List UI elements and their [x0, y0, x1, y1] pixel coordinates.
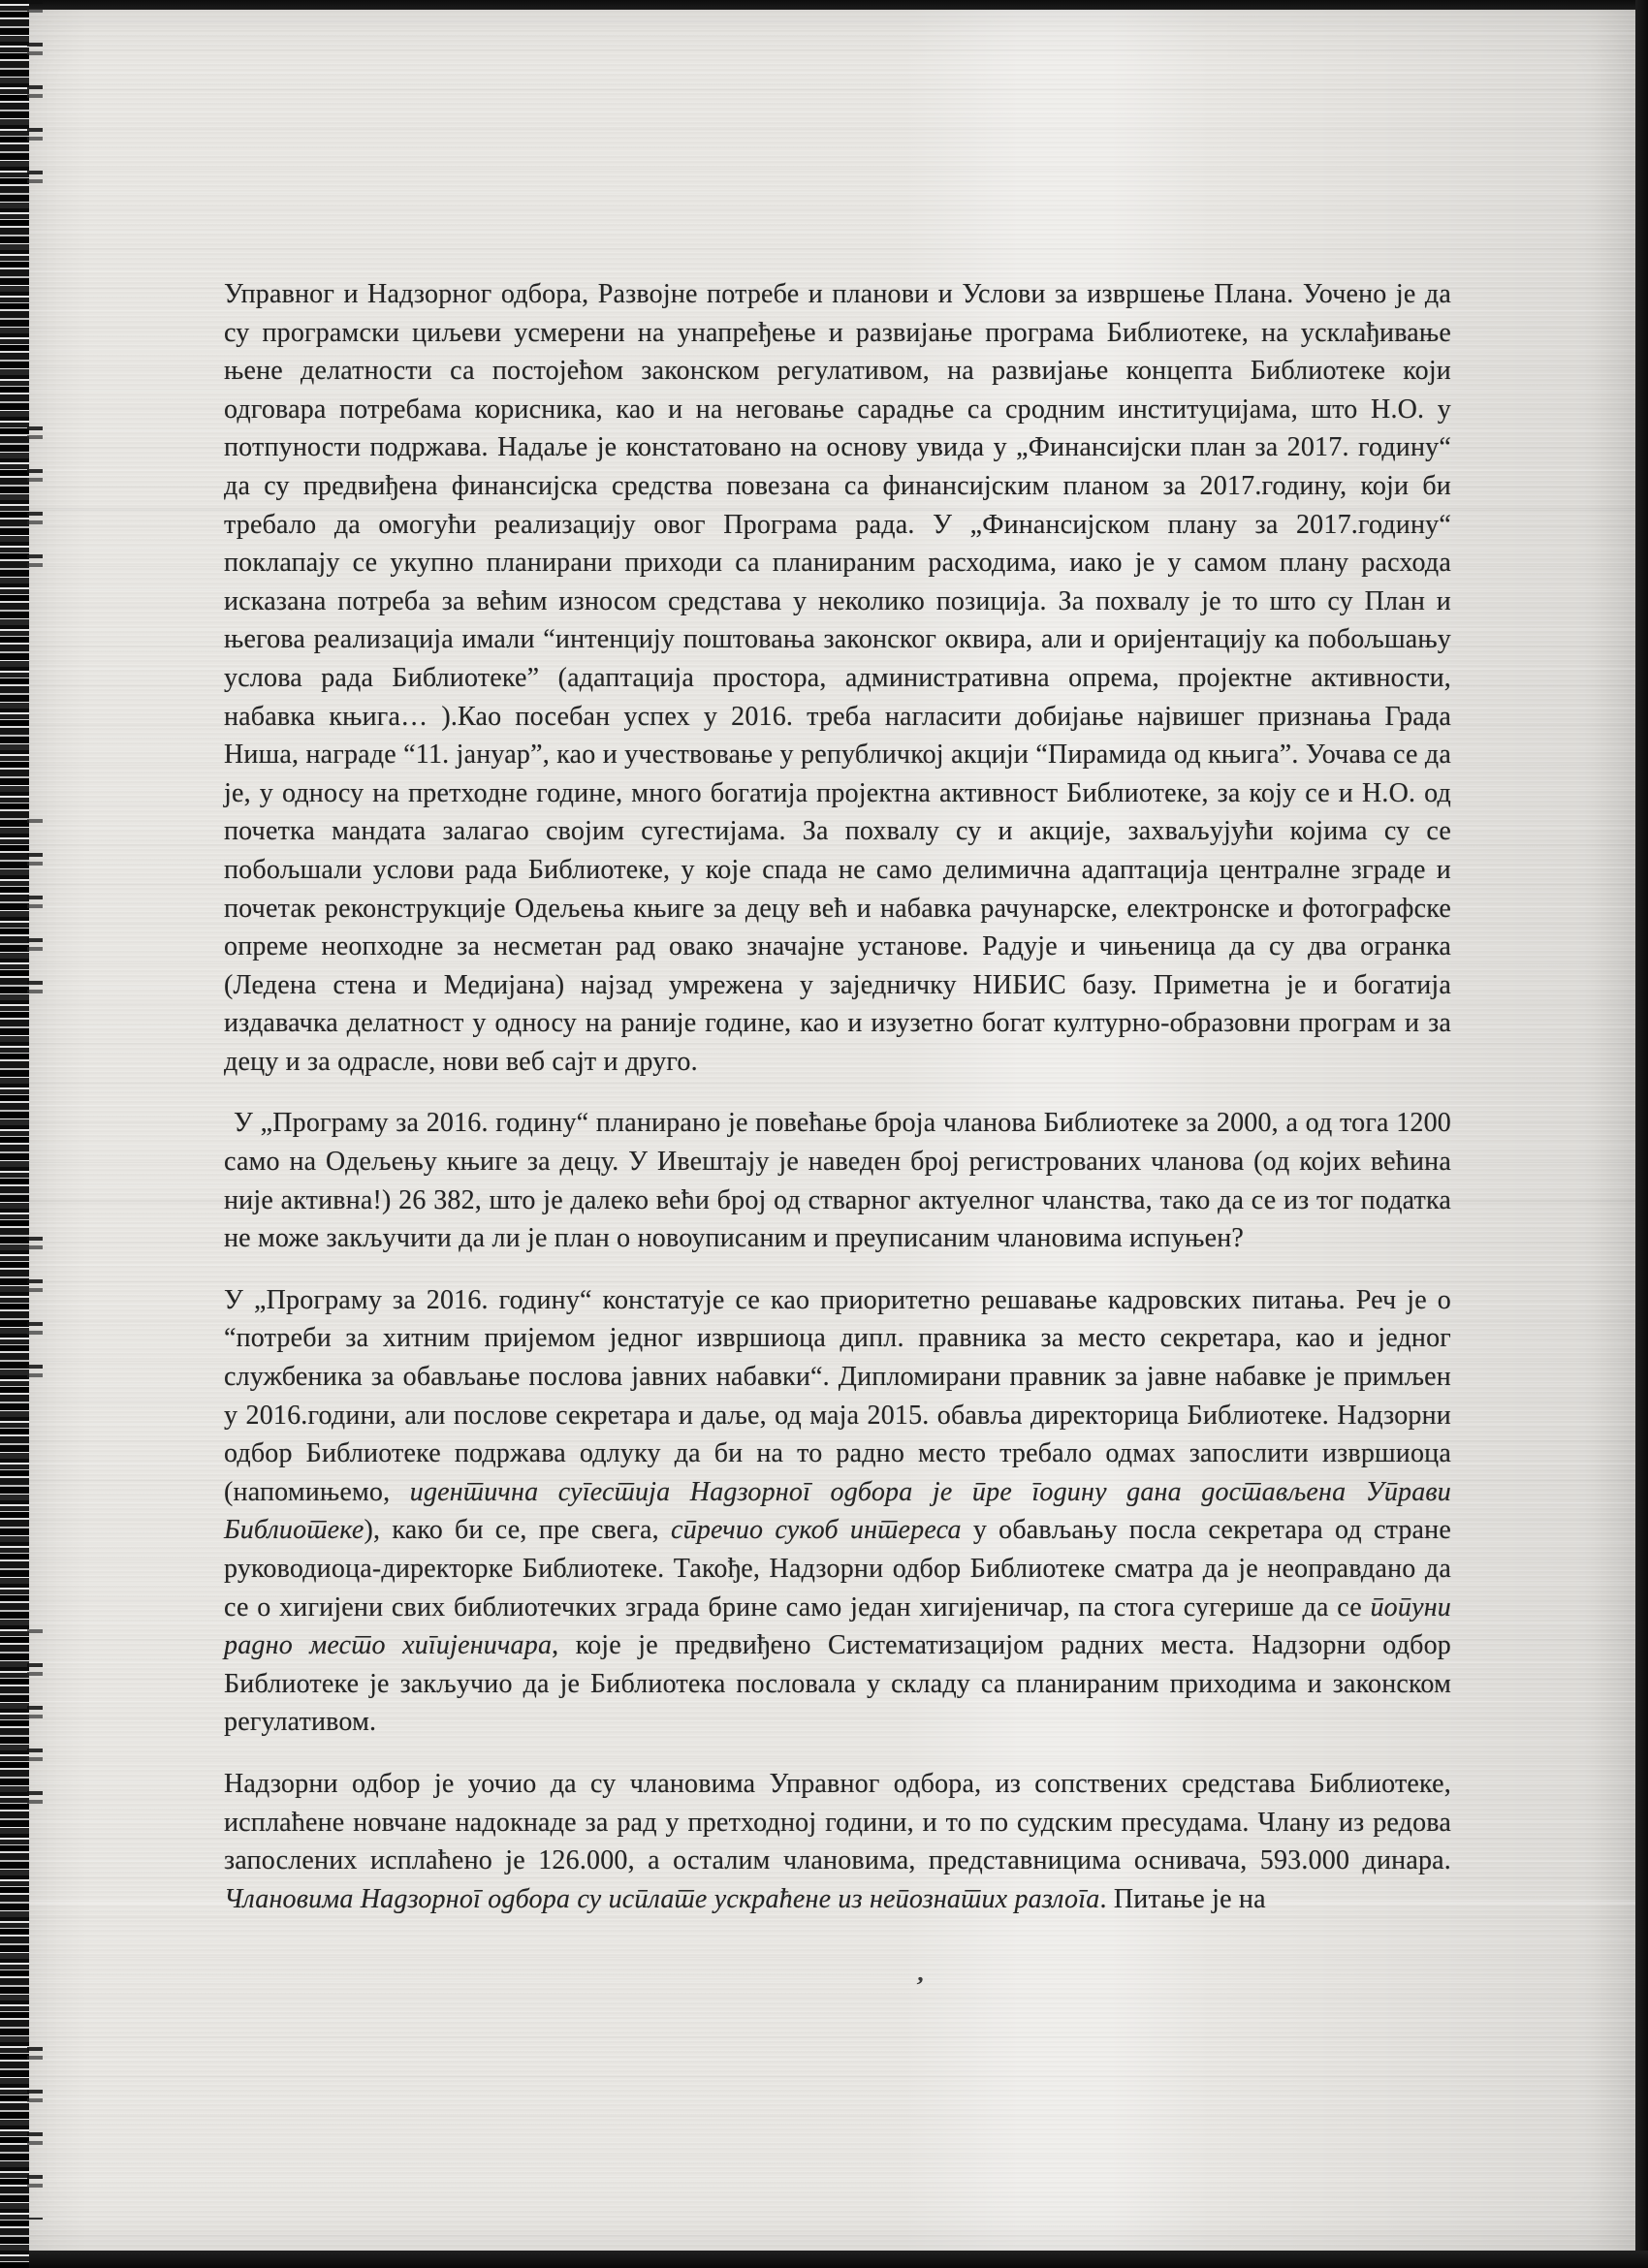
text-segment: . Питање је на — [1099, 1883, 1266, 1914]
scanner-edge-top — [0, 0, 1648, 10]
scanner-edge-bottom — [0, 2251, 1648, 2268]
paragraph-4 — [224, 1765, 1451, 1918]
scanner-edge-right — [1635, 0, 1648, 2268]
ink-smudge-mark: ’ — [913, 1970, 926, 2000]
text-segment: , које је предвиђено Систематизацијом радних места. Надзорни одбор Библиотеке је закључио да је Библиотека пословала у складу са планираним приходима и законском регулативом. — [224, 1630, 1451, 1738]
italic-segment: спречио сукоб интереса — [671, 1515, 962, 1546]
feed-noise-strip-secondary — [27, 0, 43, 2268]
paragraph-3 — [224, 1281, 1451, 1742]
italic-segment: идентична сугестија Надзорног одбора је пре годину дана достављена Управи Библиотеке — [224, 1476, 1451, 1546]
text-segment: ), како би се, пре свега, — [364, 1515, 671, 1546]
text-segment: У „Програму за 2016. годину“ планирано је повећање броја чланова Библиотеке за 2000, а од тога 1200 само на Одељењу књиге за децу. У Ивештају је наведен број регистрованих чланова (од којих већина није активна!) 26 382, што је далеко већи број од стварног актуелног чланства, тако да се из тог податка не може закључити да ли је план о новоуписаним и преуписаним члановима испуњен? — [224, 1108, 1451, 1254]
italic-segment: Члановима Надзорног одбора су исплате ускраћене из непознатих разлога — [224, 1883, 1100, 1914]
document-text — [224, 275, 1451, 1941]
text-segment: Управног и Надзорног одбора, Развојне потребе и планови и Услови за извршење Плана. Уочено је да су програмски циљеви усмерени на унапређење и развијање програма Библиотеке, на усклађивање њене делатности са постојећом законском регулативом, на развијање концепта Библиотеке који одговара потребама корисника, као и на неговање сарадње са сродним институцијама, што Н.О. у потпуности подржава. Надаље је констатовано на основу увида у „Финансијски план за 2017. годину“ да су предвиђена финансијска средства повезана са финансијским планом за 2017.годину, који би требало да омогући реализацију овог Програма рада. У „Финансијском плану за 2017.годину“ поклапају се укупно планирани приходи са планираним расходима, иако је у самом плану расхода исказана потреба за већим износом средстава у неколико позиција. За похвалу је то што су План и његова реализација имали “интенцију поштовања законског оквира, али и оријентацију ка побољшању услова рада Библиотеке” (адаптација простора, административна опрема, пројектне активности, набавка књига… ).Као посебан успех у 2016. треба нагласити добијање највишег признања Града Ниша, награде “11. јануар”, као и учествовање у републичкој акцији “Пирамида од књига”. Уочава се да је, у односу на претходне године, много богатија пројектна активност Библиотеке, за коју се и Н.О. од почетка мандата залагао својим сугестијама. За похвалу су и акције, захваљујући којима су се побољшали услови рада Библиотеке, у које спада не само делимична адаптација централне зграде и почетак реконструкције Одељења књиге за децу већ и набавка рачунарске, електронске и фотографске опреме неопходне за несметан рад овако значајне установе. Радује и чињеница да су два огранка (Ледена стена и Медијана) најзад умрежена у заједничку НИБИС базу. Приметна је и богатија издавачка делатност у односу на раније године, као и изузетно богат културно-образовни програм и за децу и за одрасле, нови веб сајт и друго. — [224, 279, 1451, 1077]
text-segment: У „Програму за 2016. годину“ констатује се као приоритетно решавање кадровских питања. Реч је о “потреби за хитним пријемом једног извршиоца дипл. правника за место секретара, као и једног службеника за обављање послова јавних набавки“. Дипломирани правник за јавне набавке је примљен у 2016.години, али послове секретара и даље, од маја 2015. обавља директорица Библиотеке. Надзорни одбор Библиотеке подржава одлуку да би на то радно место требало одмах запослити извршиоца (напомињемо, — [224, 1284, 1451, 1507]
paragraph-1 — [224, 275, 1451, 1081]
paragraph-2 — [224, 1104, 1451, 1257]
feed-noise-strip — [0, 0, 29, 2268]
text-segment: Надзорни одбор је уочио да су члановима Управног одбора, из сопствених средстава Библиотеке, исплаћене новчане надокнаде за рад у претходној години, и то по судским пресудама. Члану из редова запослених исплаћено је 126.000, а осталим члановима, представницима оснивача, 593.000 динара. — [224, 1768, 1451, 1876]
text-segment: у обављању посла секретара од стране руководиоца-директорке Библиотеке. Такође, Надзорни одбор Библиотеке сматра да је неоправдано да се о хигијени свих библиотечких зграда брине само један хигијеничар, па стога сугерише да се — [224, 1515, 1451, 1622]
italic-segment: попуни радно место хигијеничара — [224, 1591, 1451, 1661]
